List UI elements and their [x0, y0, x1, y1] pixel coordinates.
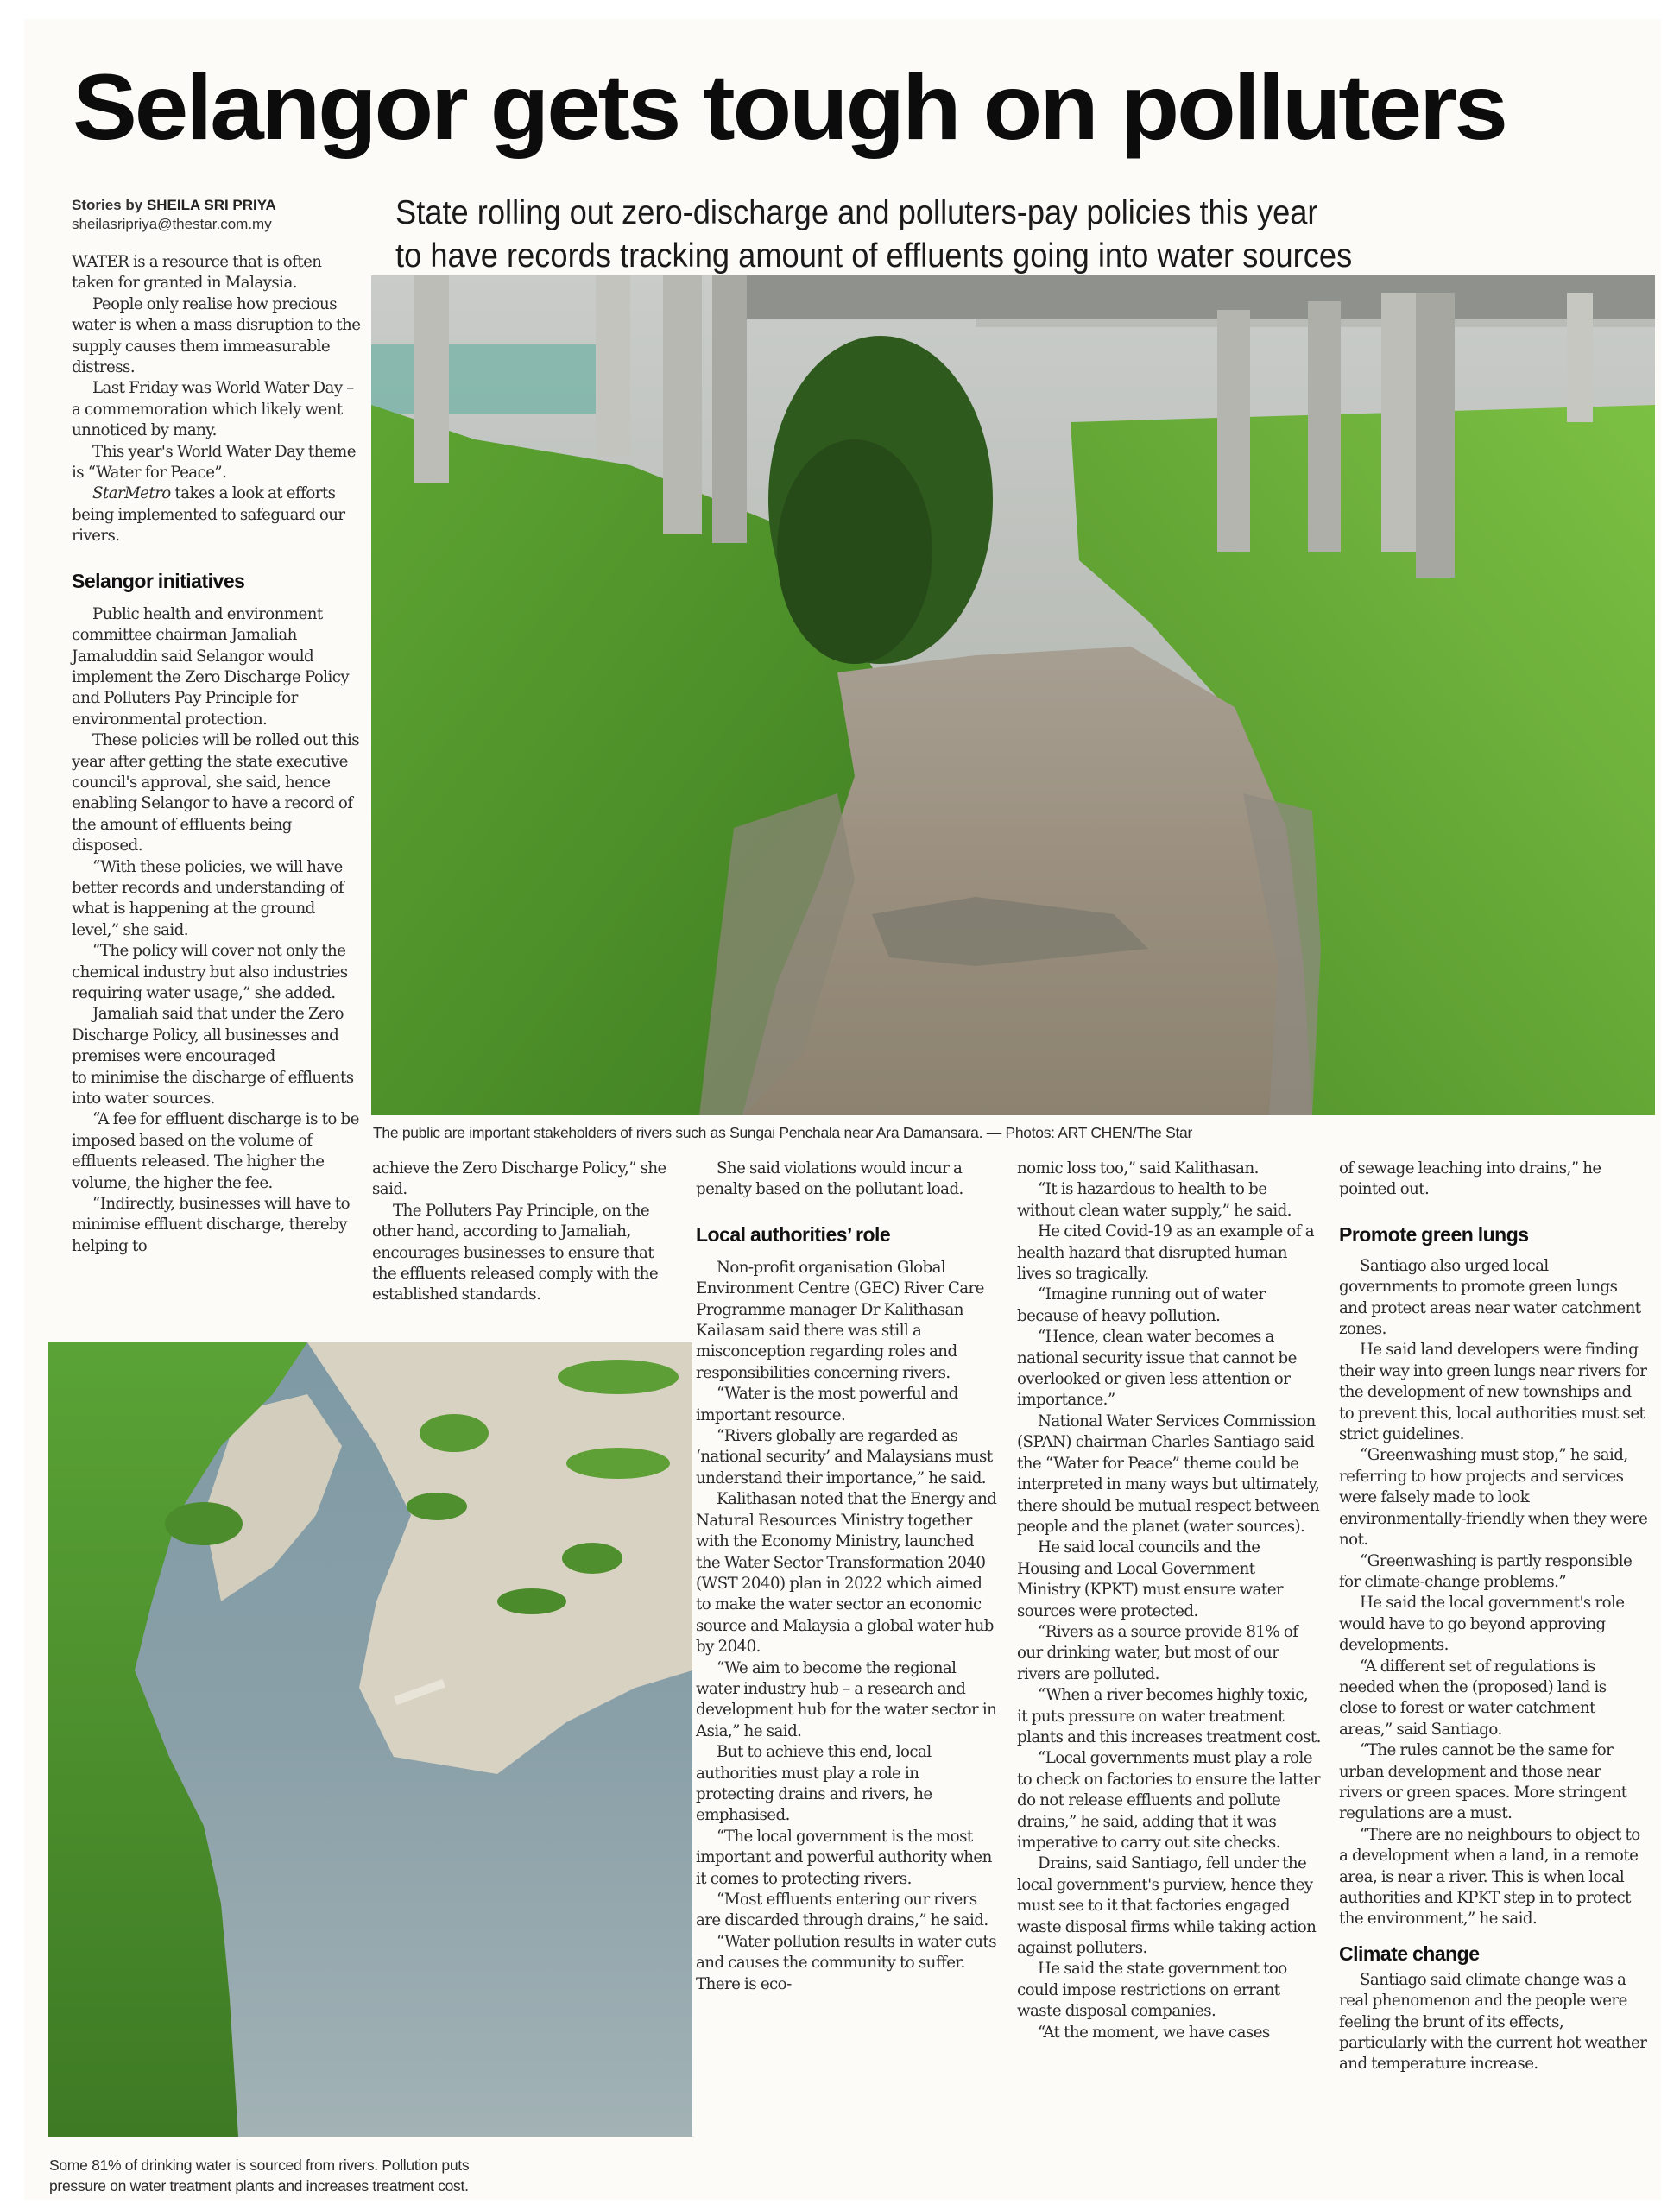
river-photo-illustration [371, 275, 1655, 1115]
subhead-climate-change: Climate change [1339, 1942, 1480, 1965]
caption-line: Some 81% of drinking water is sourced from rivers. Pollution puts [49, 2156, 470, 2174]
subhead-selangor-initiatives: Selangor initiatives [72, 569, 245, 592]
deck-line: State rolling out zero-discharge and polluters-pay policies this year [395, 194, 1318, 231]
byline-author: SHEILA SRI PRIYA [146, 197, 276, 213]
paragraph: She said violations would incur a penalty based on the pollutant load. [696, 1159, 963, 1199]
paragraph: He said land developers were finding their way into green lungs near rivers for the development of new townships and to prevent this, local authorities must set strict guidelines. [1339, 1341, 1647, 1444]
paragraph: “Water pollution results in water cuts and causes the community to suffer. There is eco- [696, 1932, 996, 1993]
paragraph: “A fee for effluent discharge is to be imposed based on the volume of effluents released. The higher the volume, the higher the fee. [72, 1110, 359, 1192]
paragraph: He said local councils and the Housing and Local Government Ministry (KPKT) must ensure water sources were protected. [1017, 1538, 1284, 1620]
paragraph: “With these policies, we will have better records and understanding of what is happening at the ground level,” she said. [72, 857, 344, 939]
byline-email[interactable]: sheilasripriya@thestar.com.my [72, 216, 272, 232]
paragraph: “A different set of regulations is needed when the (proposed) land is close to forest or water catchment areas,” said Santiago. [1339, 1657, 1607, 1739]
paragraph: Last Friday was World Water Day – a commemoration which likely went unnoticed by many. [72, 379, 354, 440]
paragraph: “Imagine running out of water because of heavy pollution. [1017, 1285, 1266, 1325]
paragraph: “Indirectly, businesses will have to minimise effluent discharge, thereby helping to [72, 1195, 351, 1255]
column-3 [696, 1159, 1000, 1995]
column-2 [372, 1159, 674, 1306]
subhead-promote-green-lungs: Promote green lungs [1339, 1222, 1529, 1246]
main-photo-caption: The public are important stakeholders of rivers such as Sungai Penchala near Ara Damansara. — Photos: ART CHEN/The Star [373, 1124, 1193, 1141]
paragraph: “Greenwashing is partly responsible for climate-change problems.” [1339, 1551, 1633, 1591]
paragraph: WATER is a resource that is often taken for granted in Malaysia. [72, 253, 322, 293]
paragraph: “The local government is the most important and powerful authority when it comes to protecting rivers. [696, 1827, 992, 1888]
paragraph: Santiago said climate change was a real phenomenon and the people were feeling the brunt of its effects, particularly with the current hot weather and temperature increase. [1339, 1970, 1647, 2074]
column-5 [1339, 1159, 1648, 2075]
paragraph: “Rivers as a source provide 81% of our drinking water, but most of our rivers are polluted. [1017, 1622, 1298, 1683]
paragraph: These policies will be rolled out this year after getting the state executive council's approval, she said, hence enabling Selangor to have a record of the amount of effluents being disposed. [72, 731, 360, 856]
paragraph: “We aim to become the regional water industry hub – a research and development hub for the water sector in Asia,” he said. [696, 1658, 997, 1740]
headline: Selangor gets tough on polluters [73, 54, 1506, 159]
second-photo-river [48, 1342, 692, 2137]
column-4 [1017, 1159, 1321, 2043]
paragraph: “Most effluents entering our rivers are discarded through drains,” he said. [696, 1891, 988, 1930]
paragraph: Public health and environment committee chairman Jamaliah Jamaluddin said Selangor would implement the Zero Discharge Policy and Polluters Pay Principle for environmental protection. [72, 604, 350, 729]
paragraph: “When a river becomes highly toxic, it puts pressure on water treatment plants and this increases treatment cost. [1017, 1686, 1321, 1746]
paragraph: achieve the Zero Discharge Policy,” she said. [372, 1159, 666, 1199]
byline [72, 196, 276, 234]
paragraph: People only realise how precious water is when a mass disruption to the supply causes them immeasurable distress. [72, 294, 361, 377]
paragraph: Kalithasan noted that the Energy and Natural Resources Ministry together with the Economy Ministry, launched the Water Sector Transformation 2040 (WST 2040) plan in 2022 which aimed to make the water sector an economic source and Malaysia a global water hub by 2040. [696, 1490, 997, 1657]
paragraph [72, 483, 365, 546]
paragraph: nomic loss too,” said Kalithasan. [1017, 1159, 1259, 1178]
paragraph: Jamaliah said that under the Zero Discharge Policy, all businesses and premises were encouraged [72, 1005, 344, 1066]
newspaper-page [24, 19, 1661, 2200]
subhead-local-authorities-role: Local authorities’ role [696, 1222, 891, 1246]
starmetro-rest: takes a look at efforts being implemented to safeguard our rivers. [72, 484, 345, 546]
deck-line: to have records tracking amount of effluents going into water sources [395, 237, 1353, 275]
paragraph: “Greenwashing must stop,” he said, referring to how projects and services were falsely made to look environmentally-friendly when they were not. [1339, 1446, 1648, 1550]
paragraph: “The policy will cover not only the chemical industry but also industries requiring water usage,” she added. [72, 942, 348, 1002]
main-photo-river [371, 275, 1655, 1115]
paragraph: “Hence, clean water becomes a national security issue that cannot be overlooked or given less attention or importance.” [1017, 1328, 1297, 1410]
byline-prefix: Stories by [72, 197, 143, 213]
paragraph: of sewage leaching into drains,” he pointed out. [1339, 1159, 1601, 1199]
paragraph: Non-profit organisation Global Environment Centre (GEC) River Care Programme manager Dr Kalithasan Kailasam said there was still a misconception regarding roles and responsibilities concerning rivers. [696, 1258, 984, 1382]
paragraph: He said the state government too could impose restrictions on errant waste disposal companies. [1017, 1960, 1287, 2021]
paragraph: to minimise the discharge of effluents into water sources. [72, 1068, 354, 1108]
paragraph: Santiago also urged local governments to promote green lungs and protect areas near water catchment zones. [1339, 1256, 1641, 1339]
paragraph: “Local governments must play a role to check on factories to ensure the latter do not release effluents and pollute drains,” he said, adding that it was imperative to carry out site checks. [1017, 1749, 1321, 1852]
column-1 [72, 252, 365, 1257]
paragraph: “Water is the most powerful and important resource. [696, 1385, 958, 1424]
paragraph: “At the moment, we have cases [1038, 2023, 1270, 2042]
paragraph: He said the local government's role would have to go beyond approving developments. [1339, 1594, 1625, 1655]
second-photo-caption [49, 2155, 688, 2196]
paragraph: “The rules cannot be the same for urban development and those near rivers or green spaces. More stringent regulations are a must. [1339, 1741, 1627, 1823]
caption-line: pressure on water treatment plants and increases treatment cost. [49, 2177, 469, 2194]
paragraph: But to achieve this end, local authorities must play a role in protecting drains and rivers, he emphasised. [696, 1743, 932, 1825]
paragraph: “It is hazardous to health to be without clean water supply,” he said. [1017, 1180, 1292, 1220]
starmetro-italic: StarMetro [92, 484, 171, 503]
deck [395, 192, 1352, 278]
paragraph: This year's World Water Day theme is “Water for Peace”. [72, 442, 356, 483]
paragraph: The Polluters Pay Principle, on the other hand, according to Jamaliah, encourages businesses to ensure that the effluents released comply with the established standards. [372, 1201, 659, 1304]
paragraph: Drains, said Santiago, fell under the local government's purview, hence they must see to it that factories engaged waste disposal firms while taking action against polluters. [1017, 1854, 1317, 1958]
paragraph: “There are no neighbours to object to a development when a land, in a remote area, is near a river. This is when local authorities and KPKT step in to protect the environment,” he said. [1339, 1825, 1640, 1929]
river-photo-illustration [48, 1342, 692, 2137]
paragraph: “Rivers globally are regarded as ‘national security’ and Malaysians must understand their importance,” he said. [696, 1427, 993, 1487]
paragraph: He cited Covid-19 as an example of a health hazard that disrupted human lives so tragically. [1017, 1222, 1314, 1284]
paragraph: National Water Services Commission (SPAN) chairman Charles Santiago said the “Water for Peace” theme could be interpreted in many ways but ultimately, there should be mutual respect between people and the planet (water sources). [1017, 1411, 1320, 1536]
